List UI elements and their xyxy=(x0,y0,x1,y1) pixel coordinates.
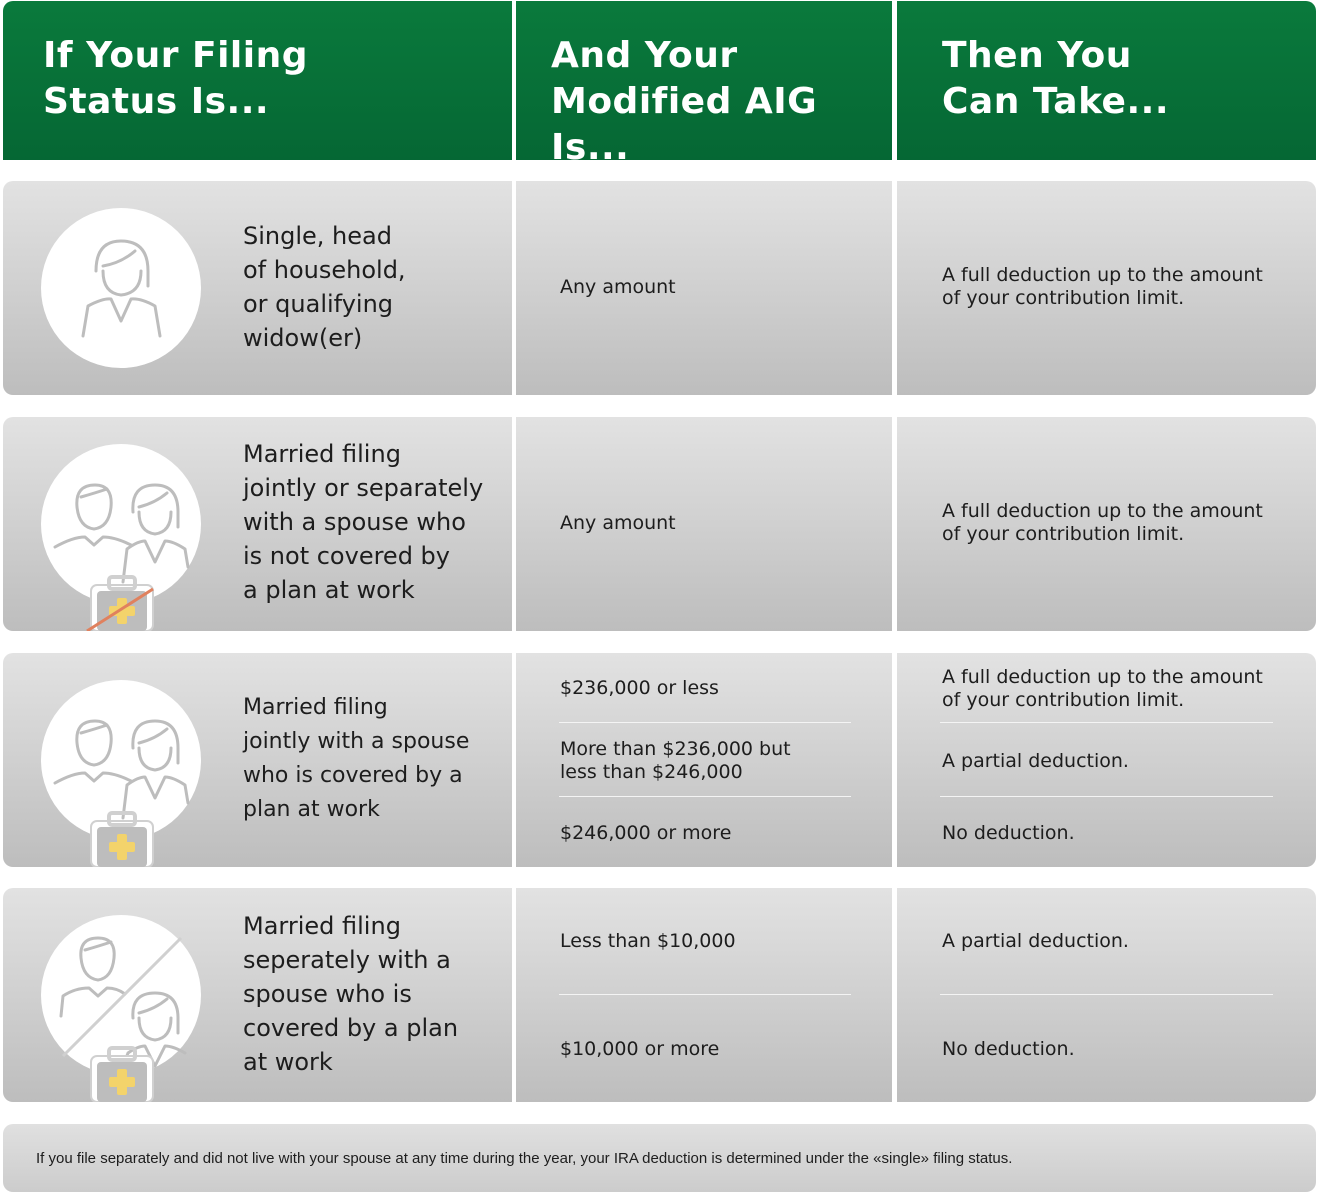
row-4-agi-divider-1 xyxy=(559,994,851,995)
row-2-status-cell xyxy=(3,417,512,631)
row-3-deduction-1: A full deduction up to the amount of your contribution limit. xyxy=(942,666,1263,711)
row-4-status-text: Married filing seperately with a spouse who is covered by a plan at work xyxy=(243,912,459,1076)
separated-couple-with-plan-icon xyxy=(3,888,243,1102)
header-filing-status xyxy=(3,1,512,160)
header-deduction-label: Then You Can Take... xyxy=(942,35,1170,122)
row-1-status-cell xyxy=(3,181,512,395)
row-2-deduction-cell xyxy=(897,417,1316,631)
row-3-agi-2: More than $236,000 but less than $246,000 xyxy=(560,738,791,783)
row-3-deduction-divider-1 xyxy=(940,722,1273,723)
row-1-deduction-1: A full deduction up to the amount of your contribution limit. xyxy=(942,264,1263,309)
row-1-agi-1: Any amount xyxy=(560,276,676,298)
row-4-agi-cell xyxy=(516,888,892,1102)
couple-with-plan-icon xyxy=(3,653,243,867)
row-3-status-text: Married filing jointly with a spouse who is covered by a plan at work xyxy=(243,695,470,822)
row-2-agi-cell xyxy=(516,417,892,631)
row-4-agi-1: Less than $10,000 xyxy=(560,930,736,952)
single-person-icon xyxy=(3,181,243,395)
row-3-deduction-2: A partial deduction. xyxy=(942,750,1129,772)
row-4-deduction-divider-1 xyxy=(940,994,1273,995)
row-2-agi-1: Any amount xyxy=(560,512,676,534)
briefcase-icon xyxy=(91,813,153,867)
row-3-deduction-divider-2 xyxy=(940,796,1273,797)
row-4-deduction-cell xyxy=(897,888,1316,1102)
header-modified-agi xyxy=(516,1,892,160)
row-3-agi-cell xyxy=(516,653,892,867)
header-deduction xyxy=(897,1,1316,160)
row-3-status-cell xyxy=(3,653,512,867)
briefcase-icon xyxy=(91,1048,153,1102)
row-3-deduction-3: No deduction. xyxy=(942,822,1075,844)
row-3-agi-1: $236,000 or less xyxy=(560,677,719,699)
row-4-status-cell xyxy=(3,888,512,1102)
row-3-agi-divider-2 xyxy=(559,796,851,797)
row-4-agi-2: $10,000 or more xyxy=(560,1038,720,1060)
row-3-agi-divider-1 xyxy=(559,722,851,723)
row-1-deduction-cell xyxy=(897,181,1316,395)
header-modified-agi-label: And Your Modified AIG Is... xyxy=(551,35,818,160)
header-filing-status-label: If Your Filing Status Is... xyxy=(43,35,309,122)
row-2-deduction-1: A full deduction up to the amount of your contribution limit. xyxy=(942,500,1263,545)
footer-note-box xyxy=(3,1124,1316,1192)
row-3-agi-3: $246,000 or more xyxy=(560,822,732,844)
row-1-status-text: Single, head of household, or qualifying widow(er) xyxy=(243,222,406,352)
footer-note: If you file separately and did not live with your spouse at any time during the year, your IRA deduction is determined under the «single» filing status. xyxy=(36,1150,1013,1167)
row-4-deduction-1: A partial deduction. xyxy=(942,930,1129,952)
row-4-deduction-2: No deduction. xyxy=(942,1038,1075,1060)
row-3-deduction-cell xyxy=(897,653,1316,867)
couple-no-plan-icon xyxy=(3,417,243,631)
row-2-status-text: Married filing jointly or separately with a spouse who is not covered by a plan at work xyxy=(243,440,484,604)
row-1-agi-cell xyxy=(516,181,892,395)
